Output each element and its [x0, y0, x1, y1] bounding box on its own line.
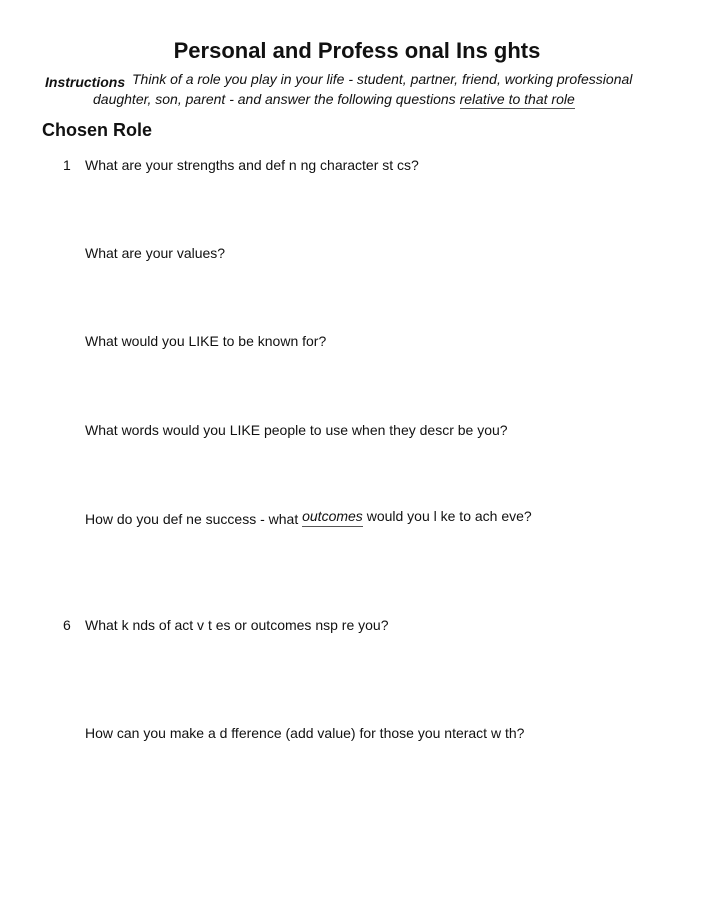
- question-success: [85, 508, 532, 527]
- question-known-for: What would you LIKE to be known for?: [85, 333, 327, 349]
- question-descriptive-words: What words would you LIKE people to use when they descr be you?: [85, 422, 508, 438]
- handwritten-annotation-relative-to-role: relative to that role: [459, 91, 575, 107]
- instructions-text-line1: Think of a role you play in your life - student, partner, friend, working professional: [132, 71, 633, 87]
- question-success-prefix: How do you def ne success - what: [85, 511, 303, 527]
- question-values: What are your values?: [85, 245, 226, 261]
- instructions-text-line2-prefix: daughter, son, parent - and answer the following questions: [93, 91, 460, 107]
- question-inspiration: What k nds of act v t es or outcomes nsp re you?: [85, 617, 389, 633]
- question-strengths: What are your strengths and def n ng character st cs?: [85, 157, 419, 173]
- question-number: 1: [63, 157, 71, 173]
- page-title: Personal and Profess onal Ins ghts: [173, 38, 541, 63]
- question-make-difference: How can you make a d fference (add value) for those you nteract w th?: [85, 725, 525, 741]
- instructions-text-line2: [93, 91, 575, 107]
- question-number: 6: [63, 617, 71, 633]
- question-success-suffix: would you l ke to ach eve?: [362, 508, 532, 524]
- instructions-label: Instructions: [45, 74, 126, 90]
- section-heading-chosen-role: Chosen Role: [42, 120, 153, 140]
- handwritten-annotation-outcomes: outcomes: [302, 508, 363, 527]
